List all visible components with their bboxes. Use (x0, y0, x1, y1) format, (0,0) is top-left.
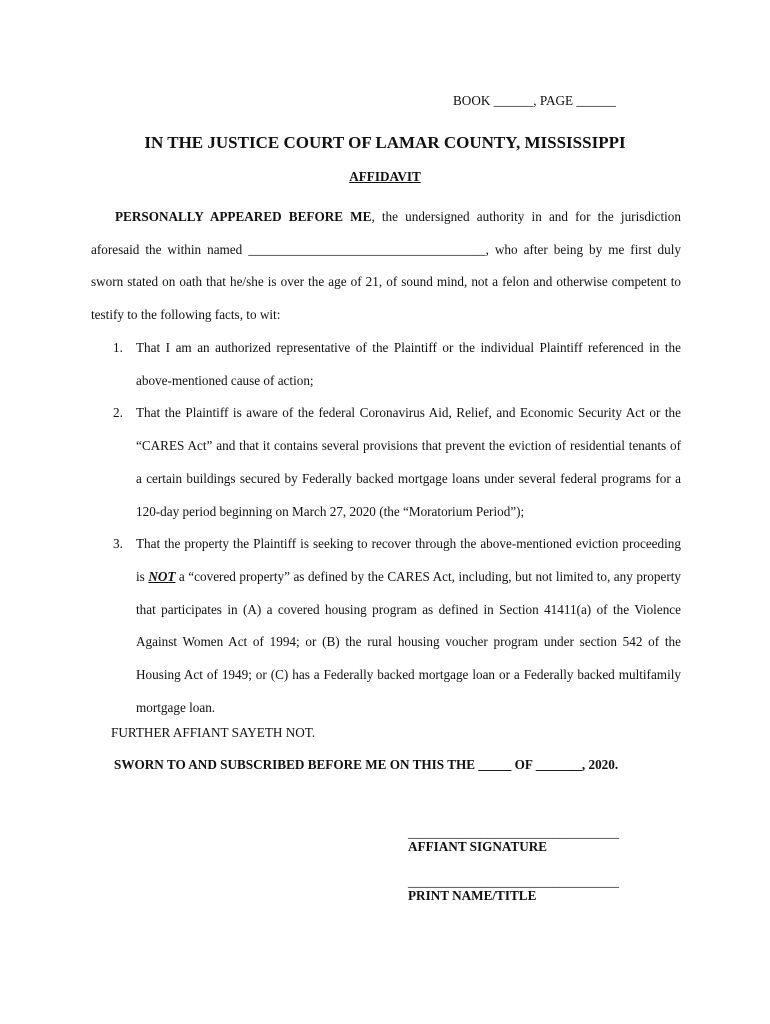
fact-emphasis: NOT (148, 568, 176, 584)
court-title: IN THE JUSTICE COURT OF LAMAR COUNTY, MISSISSIPPI (144, 133, 626, 152)
print-name-label: PRINT NAME/TITLE (408, 888, 537, 903)
fact-item (91, 332, 681, 397)
fact-text: That the Plaintiff is aware of the federal Coronavirus Aid, Relief, and Economic Security Act or the “CARES Act” and that it contains several provisions that prevent the eviction of residential tenants of a certain buildings secured by Federally backed mortgage loans under several federal programs for a 120-day period beginning on March 27, 2020 (the “Moratorium Period”); (136, 405, 681, 519)
fact-text: That I am an authorized representative of the Plaintiff or the individual Plaintiff referenced in the above-mentioned cause of action; (136, 340, 681, 388)
fact-number: 3. (113, 536, 123, 552)
document-title: AFFIDAVIT (349, 169, 421, 184)
fact-text-before: That the property the Plaintiff is seeking to recover through the above-mentioned eviction proceeding is (136, 536, 681, 584)
sworn-statement: SWORN TO AND SUBSCRIBED BEFORE ME ON THIS THE _____ OF _______, 2020. (114, 757, 619, 772)
affiant-signature-line: ________________________________ (408, 825, 619, 840)
fact-item (91, 397, 681, 528)
book-page-line: BOOK ______, PAGE ______ (453, 93, 616, 108)
fact-number: 2. (113, 405, 123, 421)
print-name-line: ________________________________ (408, 874, 619, 889)
intro-paragraph (91, 201, 681, 332)
facts-list (91, 332, 681, 724)
intro-text: , the undersigned authority in and for the jurisdiction aforesaid the within named ____________________________________, who after being by me first duly sworn stated on oath that he/she is over the age of 21, of sound mind, not a felon and otherwise competent to testify to the following facts, to wit: (91, 209, 681, 323)
fact-item (91, 528, 681, 724)
fact-number: 1. (113, 340, 123, 355)
further-affiant-line: FURTHER AFFIANT SAYETH NOT. (111, 725, 316, 740)
fact-text-after: a “covered property” as defined by the CARES Act, including, but not limited to, any property that participates in (A) a covered housing program as defined in Section 41411(a) of the Violence Against Women Act of 1994; or (B) the rural housing voucher program under section 542 of the Housing Act of 1949; or (C) has a Federally backed mortgage loan or a Federally backed multifamily mortgage loan. (136, 568, 681, 715)
intro-lead: PERSONALLY APPEARED BEFORE ME (115, 209, 372, 224)
affiant-signature-label: AFFIANT SIGNATURE (408, 839, 548, 854)
